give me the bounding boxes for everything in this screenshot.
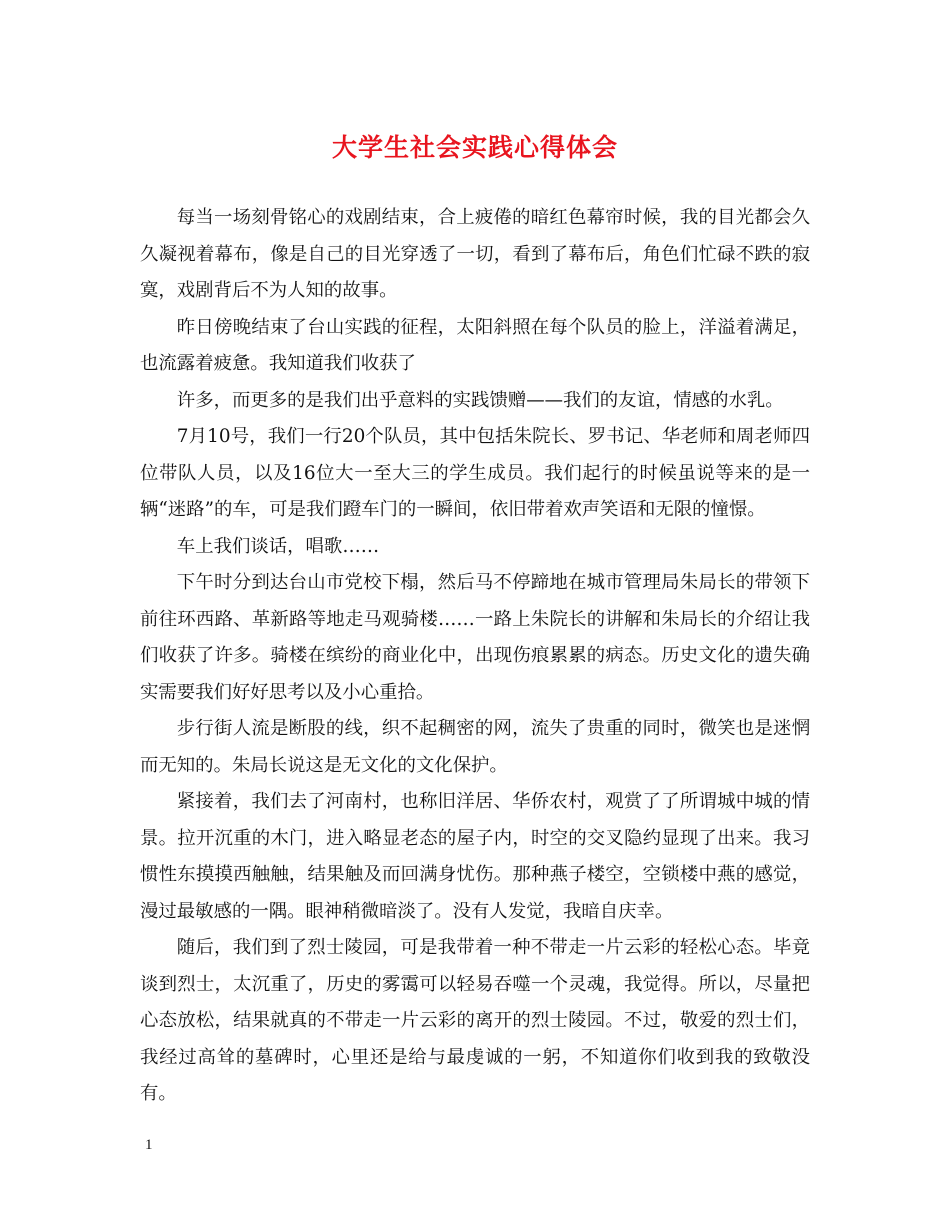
page-number: 1 [145, 1137, 153, 1153]
paragraph: 紧接着，我们去了河南村，也称旧洋居、华侨农村，观赏了了所谓城中城的情景。拉开沉重的木门，进入略显老态的屋子内，时空的交叉隐约显现了出来。我习惯性东摸摸西触触，结果触及而回满身忧伤。那种燕子楼空，空锁楼中燕的感觉，漫过最敏感的一隅。眼神稍微暗淡了。没有人发觉，我暗自庆幸。 [140, 791, 810, 922]
paragraph: 7月10号，我们一行20个队员，其中包括朱院长、罗书记、华老师和周老师四位带队人员，以及16位大一至大三的学生成员。我们起行的时候虽说等来的是一辆“迷路”的车，可是我们蹬车门的一瞬间，依旧带着欢声笑语和无限的憧憬。 [140, 426, 810, 520]
paragraph: 步行街人流是断股的线，织不起稠密的网，流失了贵重的同时，微笑也是迷惘而无知的。朱局长说这是无文化的文化保护。 [140, 718, 810, 776]
paragraph: 下午时分到达台山市党校下榻，然后马不停蹄地在城市管理局朱局长的带领下前往环西路、革新路等地走马观骑楼……一路上朱院长的讲解和朱局长的介绍让我们收获了许多。骑楼在缤纷的商业化中，出现伤痕累累的病态。历史文化的遗失确实需要我们好好思考以及小心重拾。 [140, 572, 810, 703]
paragraph: 车上我们谈话，唱歌…… [176, 535, 380, 557]
document-title: 大学生社会实践心得体会 [331, 133, 618, 162]
paragraph: 每当一场刻骨铭心的戏剧结束，合上疲倦的暗红色幕帘时候，我的目光都会久久凝视着幕布，像是自己的目光穿透了一切，看到了幕布后，角色们忙碌不跌的寂寞，戏剧背后不为人知的故事。 [140, 207, 810, 301]
document-body [140, 200, 810, 1113]
paragraph: 许多，而更多的是我们出乎意料的实践馈赠——我们的友谊，情感的水乳。 [176, 389, 784, 411]
paragraph: 昨日傍晚结束了台山实践的征程，太阳斜照在每个队员的脸上，洋溢着满足，也流露着疲惫。我知道我们收获了 [140, 316, 810, 374]
paragraph: 随后，我们到了烈士陵园，可是我带着一种不带走一片云彩的轻松心态。毕竟谈到烈士，太沉重了，历史的雾霭可以轻易吞噬一个灵魂，我觉得。所以，尽量把心态放松，结果就真的不带走一片云彩的离开的烈士陵园。不过，敬爱的烈士们，我经过高耸的墓碑时，心里还是给与最虔诚的一躬，不知道你们收到我的致敬没有。 [140, 937, 810, 1104]
